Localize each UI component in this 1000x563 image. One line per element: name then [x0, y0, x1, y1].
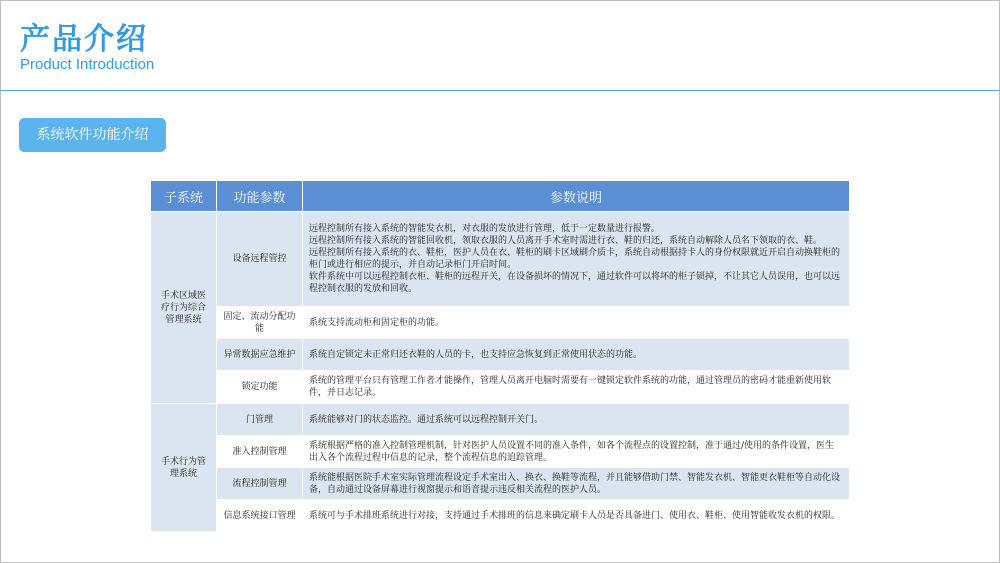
- table-row: [151, 339, 850, 371]
- header-divider: [0, 90, 1000, 91]
- description-line: 软件系统中可以远程控制衣柜、鞋柜的远程开关，在设备损坏的情况下，通过软件可以将坏的柜子锁掉，不让其它人员误用，也可以远程控制衣服的发放和回收。: [309, 272, 841, 294]
- function-table: [150, 180, 850, 532]
- function-cell: 设备远程管控: [217, 212, 303, 307]
- function-cell: 门管理: [217, 404, 303, 436]
- description-cell: 系统的管理平台只有管理工作者才能操作，管理人员离开电脑时需要有一键锁定软件系统的功能，通过管理员的密码才能重新使用软件，并日志记录。: [303, 371, 850, 404]
- description-cell: 系统能根据医院手术室实际管理流程设定手术室出入、换衣、换鞋等流程，并且能够借助门禁、智能发衣机、智能更衣鞋柜等自动化设备，自动通过设备屏幕进行视窗提示和语音提示违反相关流程的医护人员。: [303, 468, 850, 500]
- section-pill: 系统软件功能介绍: [19, 118, 166, 152]
- description-cell: 系统根据严格的准入控制管理机制，针对医护人员设置不同的准入条件，如各个流程点的设置控制，准于通过/使用的条件设置，医生出入各个流程过程中信息的记录，整个流程信息的追踪管理。: [303, 436, 850, 468]
- column-header-subsystem: 子系统: [151, 181, 217, 212]
- table-row: [151, 371, 850, 404]
- description-line: 远程控制所有接入系统的智能发衣机，对衣服的发放进行管理，低于一定数量进行报警。: [309, 224, 661, 234]
- function-cell: 异常数据应急维护: [217, 339, 303, 371]
- table-row: [151, 307, 850, 339]
- table-row: [151, 468, 850, 500]
- function-cell: 准入控制管理: [217, 436, 303, 468]
- description-cell: 系统能够对门的状态监控。通过系统可以远程控制开关门。: [303, 404, 850, 436]
- column-header-function: 功能参数: [217, 181, 303, 212]
- description-cell: [303, 212, 850, 307]
- table-row: [151, 212, 850, 307]
- description-cell: 系统自定锁定未正常归还衣鞋的人员的卡，也支持应急恢复到正常使用状态的功能。: [303, 339, 850, 371]
- description-line: 远程控制所有接入系统的衣、鞋柜，医护人员在衣、鞋柜的刷卡区域刷介质卡，系统自动根据持卡人的身份权限就近开启自动换鞋柜的柜门或进行相应的提示，并自动记录柜门开启时间。: [309, 248, 841, 270]
- page-title: 产品介绍: [20, 22, 148, 57]
- page-subtitle: Product Introduction: [20, 56, 155, 73]
- column-header-description: 参数说明: [303, 181, 850, 212]
- function-cell: 锁定功能: [217, 371, 303, 404]
- table-row: [151, 404, 850, 436]
- table-header-row: [151, 181, 850, 212]
- table-row: [151, 436, 850, 468]
- description-line: 远程控制所有接入系统的智能回收机，领取衣服的人员离开手术室时需进行衣、鞋的归还，系统自动解除人员名下领取的衣、鞋。: [309, 236, 823, 246]
- table-row: [151, 500, 850, 532]
- description-cell: 系统可与手术排班系统进行对接，支持通过手术排班的信息来确定刷卡人员是否具备进门、使用衣、鞋柜、使用智能收发衣机的权限。: [303, 500, 850, 532]
- subsystem-cell: 手术行为管理系统: [151, 404, 217, 532]
- description-cell: 系统支持流动柜和固定柜的功能。: [303, 307, 850, 339]
- subsystem-cell: 手术区域医疗行为综合管理系统: [151, 212, 217, 404]
- function-cell: 信息系统接口管理: [217, 500, 303, 532]
- function-cell: 固定、流动分配功能: [217, 307, 303, 339]
- function-cell: 流程控制管理: [217, 468, 303, 500]
